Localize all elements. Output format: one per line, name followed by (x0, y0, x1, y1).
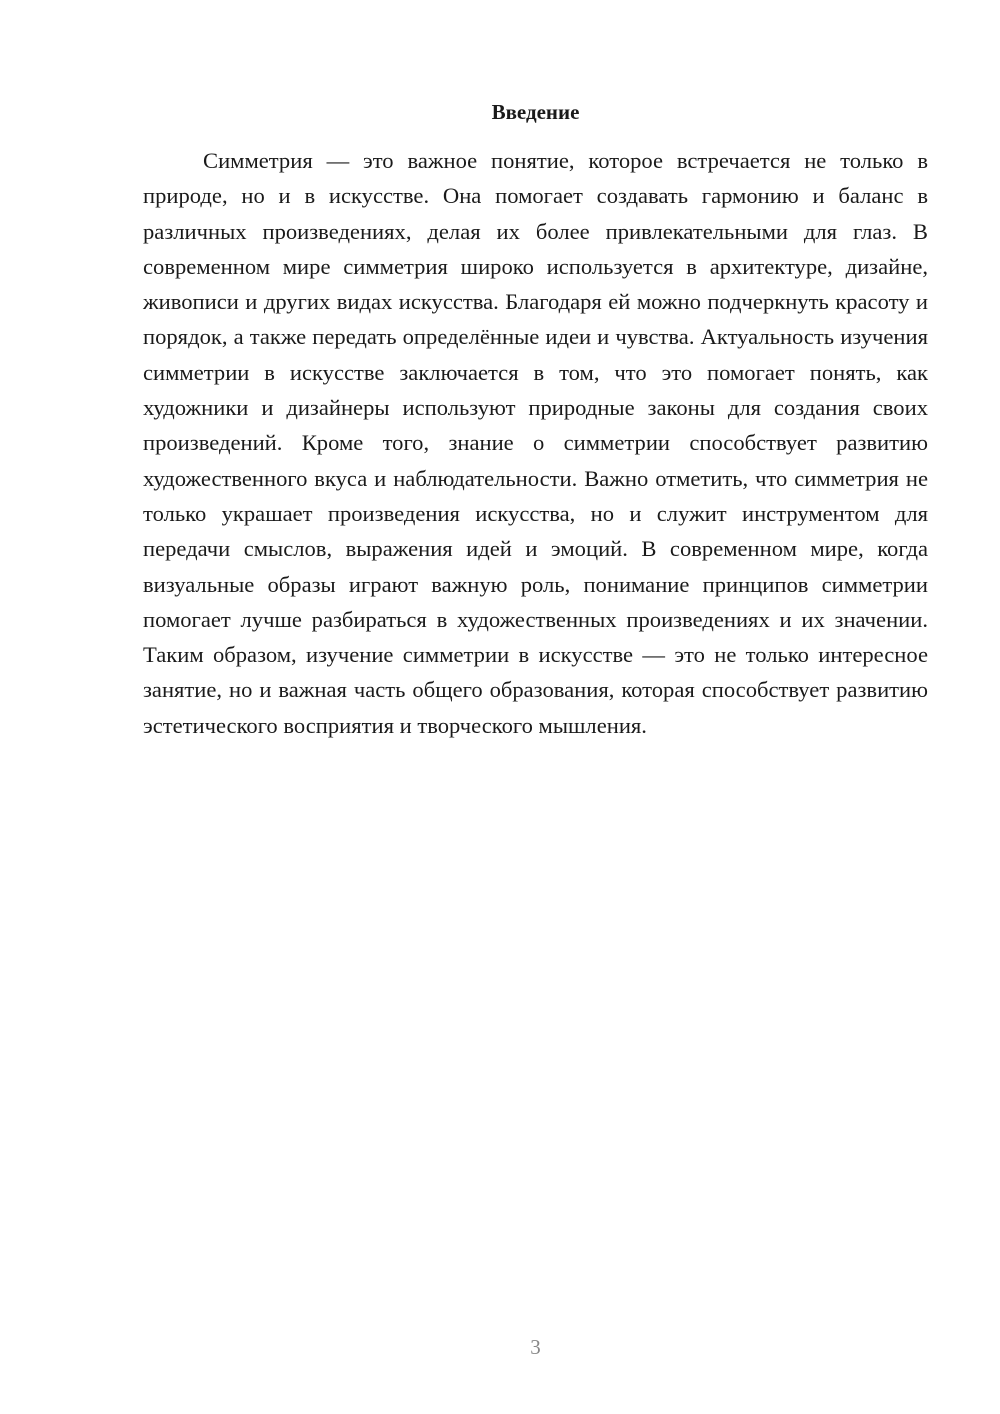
page-number: 3 (530, 1335, 541, 1359)
body-paragraph: Симметрия — это важное понятие, которое встречается не только в природе, но и в искусстве. Она помогает создавать гармонию и баланс в различных произведениях, делая их более привлекательными для глаз. В современном мире симметрия широко используется в архитектуре, дизайне, живописи и других видах искусства. Благодаря ей можно подчеркнуть красоту и порядок, а также передать определённые идеи и чувства. Актуальность изучения симметрии в искусстве заключается в том, что это помогает понять, как художники и дизайнеры используют природные законы для создания своих произведений. Кроме того, знание о симметрии способствует развитию художественного вкуса и наблюдательности. Важно отметить, что симметрия не только украшает произведения искусства, но и служит инструментом для передачи смыслов, выражения идей и эмоций. В современном мире, когда визуальные образы играют важную роль, понимание принципов симметрии помогает лучше разбираться в художественных произведениях и их значении. Таким образом, изучение симметрии в искусстве — это не только интересное занятие, но и важная часть общего образования, которая способствует развитию эстетического восприятия и творческого мышления. (143, 148, 928, 738)
section-title: Введение (491, 100, 580, 124)
